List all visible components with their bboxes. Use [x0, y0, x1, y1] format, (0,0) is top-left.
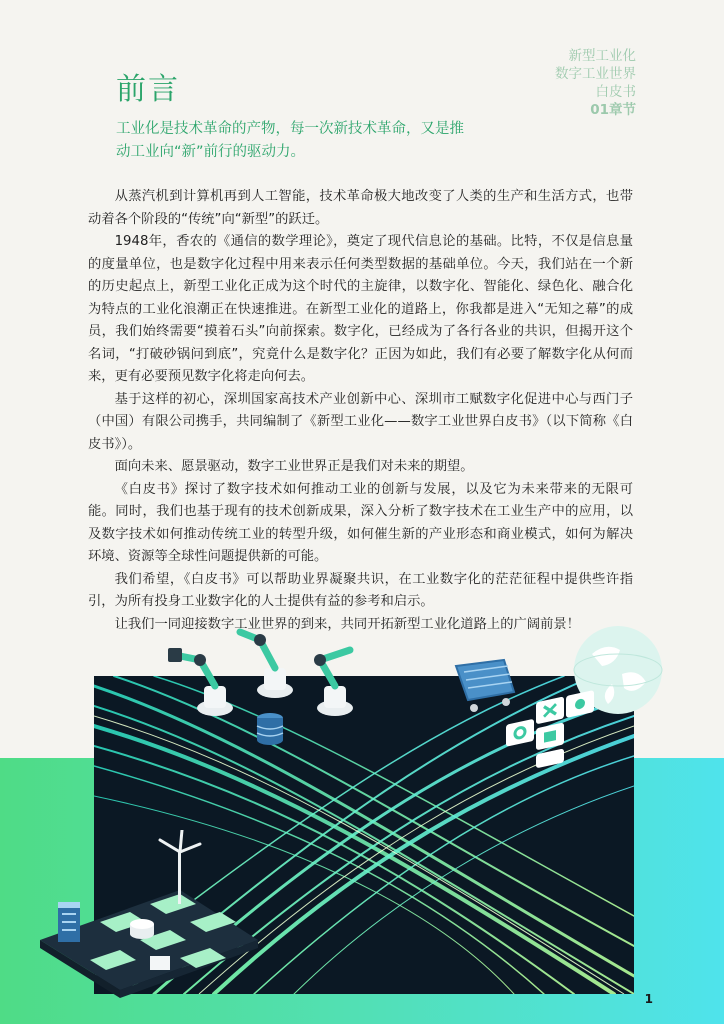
- paragraph: 基于这样的初心，深圳国家高技术产业创新中心、深圳市工赋数字化促进中心与西门子（中国）有限公司携手，共同编制了《新型工业化——数字工业世界白皮书》（以下简称《白皮书》）。: [88, 391, 633, 452]
- paragraph: 让我们一同迎接数字工业世界的到来，共同开拓新型工业化道路上的广阔前景！: [114, 616, 580, 632]
- database-icon: [255, 712, 285, 748]
- book-title-line-3: 白皮书: [595, 84, 636, 100]
- paragraph: 从蒸汽机到计算机再到人工智能，技术革命极大地改变了人类的生产和生活方式，也带动着各个阶段的“传统”向“新型”的跃迁。: [88, 189, 633, 227]
- chapter-number: 01章节: [590, 102, 636, 118]
- paragraph: 《白皮书》探讨了数字技术如何推动工业的创新与发展，以及它为未来带来的无限可能。同时，我们也基于现有的技术创新成果，深入分析了数字技术在工业生产中的应用，以及数字技术如何推动传统工业的转型升级，如何催生新的产业形态和商业模式，如何为解决环境、资源等全球性问题提供新的可能。: [88, 481, 633, 564]
- chapter-marker: [555, 47, 636, 119]
- wind-turbine-icon: [160, 830, 200, 904]
- page-title: 前言: [116, 72, 180, 107]
- book-title-line-1: 新型工业化: [568, 48, 636, 64]
- app-tile-icon: [500, 688, 610, 770]
- server-icon: [58, 902, 80, 942]
- body-text: [88, 186, 633, 636]
- paragraph: 我们希望，《白皮书》可以帮助业界凝聚共识，在工业数字化的茫茫征程中提供些许指引，为所有投身工业数字化的人士提供有益的参考和启示。: [88, 571, 633, 609]
- paragraph: 1948年，香农的《通信的数学理论》，奠定了现代信息论的基础。比特，不仅是信息量的度量单位，也是数字化过程中用来表示任何类型数据的基础单位。今天，我们站在一个新的历史起点上，新型工业化正成为这个时代的主旋律，以数字化、智能化、绿色化、融合化为特点的工业化浪潮正在快速推进。在新型工业化的道路上，你我都是进入“无知之幕”的成员，我们始终需要“摸着石头”向前探索。数字化，已经成为了各行各业的共识，但揭开这个名词，“打破砂锅问到底”，究竟什么是数字化？正因为如此，我们有必要了解数字化从何而来，更有必要预见数字化将走向何去。: [88, 234, 633, 384]
- robot-arm-icon: [160, 620, 370, 720]
- book-title-line-2: 数字工业世界: [555, 66, 636, 82]
- paragraph: 面向未来、愿景驱动，数字工业世界正是我们对未来的期望。: [114, 459, 474, 474]
- page-number: 1: [644, 992, 653, 1006]
- smart-factory-platform: [30, 830, 270, 1000]
- lead-statement: 工业化是技术革命的产物，每一次新技术革命，又是推动工业向“新”前行的驱动力。: [116, 121, 464, 160]
